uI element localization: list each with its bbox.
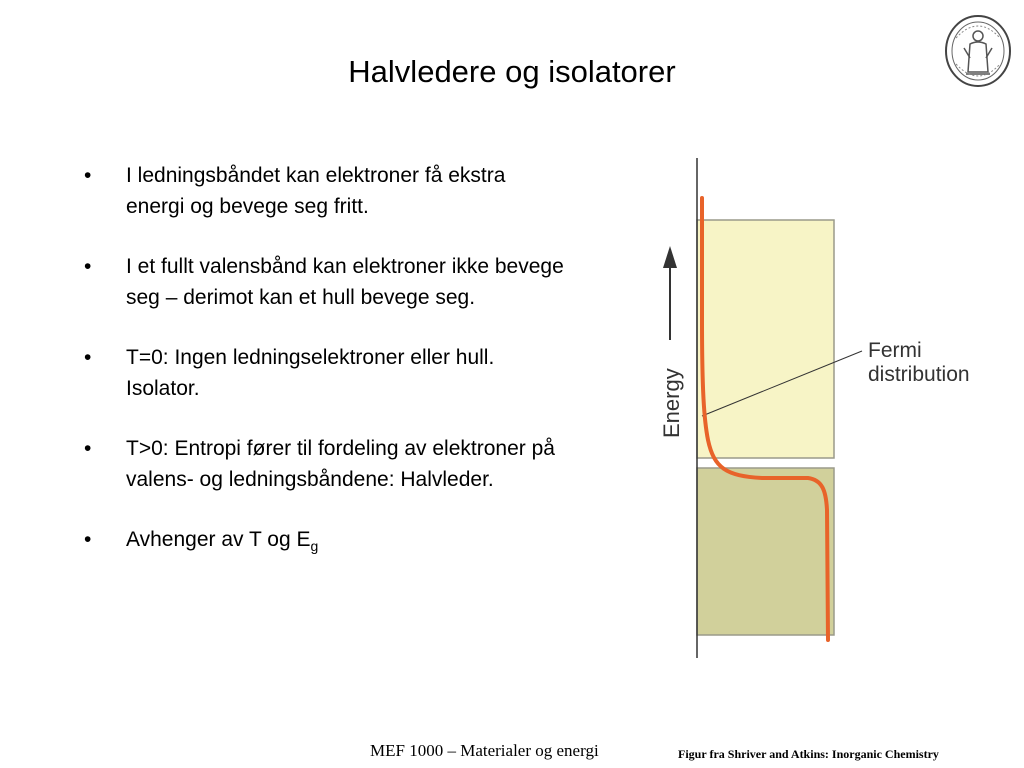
fermi-annotation-line1: Fermi	[868, 339, 922, 362]
slide-title: Halvledere og isolatorer	[348, 54, 676, 89]
bullet-marker: •	[84, 528, 92, 551]
bullet-marker: •	[84, 346, 92, 369]
footer-credit: Figur fra Shriver and Atkins: Inorganic Chemistry	[678, 747, 939, 761]
bullet-text: T=0: Ingen ledningselektroner eller hull. Isolator.	[126, 346, 495, 400]
bullet-text: I ledningsbåndet kan elektroner få ekstra energi og bevege seg fritt.	[126, 164, 506, 218]
valence-band	[697, 468, 834, 635]
bullet-text: T>0: Entropi fører til fordeling av elektroner på valens- og ledningsbåndene: Halvleder.	[126, 437, 555, 491]
bullet-marker: •	[84, 437, 92, 460]
conduction-band	[697, 220, 834, 458]
bullet-text: Avhenger av T og E	[126, 528, 311, 551]
band-diagram	[640, 150, 990, 670]
bullet-text: I et fullt valensbånd kan elektroner ikke bevege seg – derimot kan et hull bevege seg.	[126, 255, 564, 309]
bullet-list	[84, 160, 564, 584]
university-seal-icon	[944, 14, 1012, 88]
bullet-item-valence-band	[84, 251, 564, 313]
footer-course: MEF 1000 – Materialer og energi	[370, 741, 599, 760]
energy-arrow-head	[663, 246, 677, 268]
bullet-marker: •	[84, 164, 92, 187]
bullet-item-insulator	[84, 342, 564, 404]
bullet-subscript: g	[310, 538, 319, 554]
bullet-item-dependence	[84, 524, 564, 555]
bullet-item-conduction-band	[84, 160, 564, 222]
bullet-item-semiconductor	[84, 433, 564, 495]
energy-axis-label: Energy	[659, 368, 684, 438]
bullet-marker: •	[84, 255, 92, 278]
fermi-annotation-line2: distribution	[868, 363, 970, 386]
